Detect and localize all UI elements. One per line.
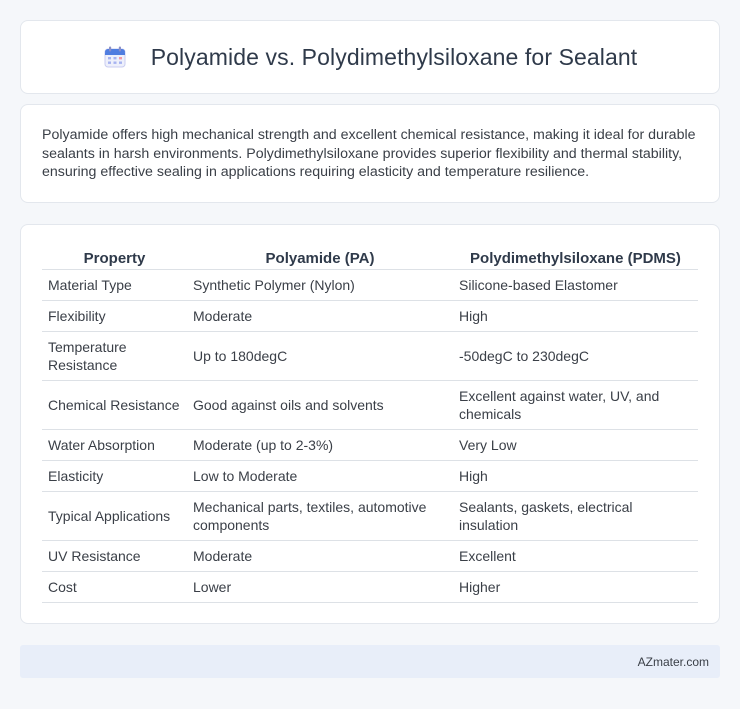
cell-property: Chemical Resistance [42,380,187,429]
cell-property: Cost [42,571,187,602]
table-row [42,571,698,602]
cell-polyamide: Lower [187,571,453,602]
cell-property: Typical Applications [42,491,187,540]
table-row [42,460,698,491]
cell-polyamide: Moderate (up to 2-3%) [187,429,453,460]
cell-pdms: -50degC to 230degC [453,331,698,380]
cell-polyamide: Good against oils and solvents [187,380,453,429]
cell-pdms: Excellent [453,540,698,571]
table-row [42,540,698,571]
table-row [42,491,698,540]
cell-property: Water Absorption [42,429,187,460]
table-row [42,331,698,380]
footer-brand: AZmater.com [637,654,709,669]
cell-pdms: High [453,300,698,331]
cell-pdms: High [453,460,698,491]
page-title: Polyamide vs. Polydimethylsiloxane for Sealant [150,43,638,70]
header-property: Property [42,245,187,269]
cell-pdms: Excellent against water, UV, and chemicals [453,380,698,429]
cell-property: UV Resistance [42,540,187,571]
cell-pdms: Sealants, gaskets, electrical insulation [453,491,698,540]
table-card [20,224,720,624]
cell-pdms: Silicone-based Elastomer [453,269,698,300]
table-row [42,429,698,460]
cell-property: Flexibility [42,300,187,331]
cell-polyamide: Synthetic Polymer (Nylon) [187,269,453,300]
cell-polyamide: Moderate [187,540,453,571]
cell-property: Elasticity [42,460,187,491]
cell-polyamide: Up to 180degC [187,331,453,380]
summary-card [20,104,720,203]
table-row [42,380,698,429]
cell-polyamide: Low to Moderate [187,460,453,491]
header-polyamide: Polyamide (PA) [187,245,453,269]
footer-bar [20,645,720,678]
cell-pdms: Very Low [453,429,698,460]
title-card [20,20,720,94]
calendar-icon [103,45,127,69]
table-row [42,269,698,300]
cell-pdms: Higher [453,571,698,602]
comparison-table [42,245,698,603]
summary-text: Polyamide offers high mechanical strength and excellent chemical resistance, making it ideal for durable sealants in harsh environments. Polydimethylsiloxane provides superior flexibility and thermal stability, ensuring effective sealing in applications requiring elasticity and temperature resilience. [42,127,696,180]
cell-property: Temperature Resistance [42,331,187,380]
table-header-row [42,245,698,269]
cell-property: Material Type [42,269,187,300]
header-pdms: Polydimethylsiloxane (PDMS) [453,245,698,269]
cell-polyamide: Mechanical parts, textiles, automotive components [187,491,453,540]
table-row [42,300,698,331]
cell-polyamide: Moderate [187,300,453,331]
